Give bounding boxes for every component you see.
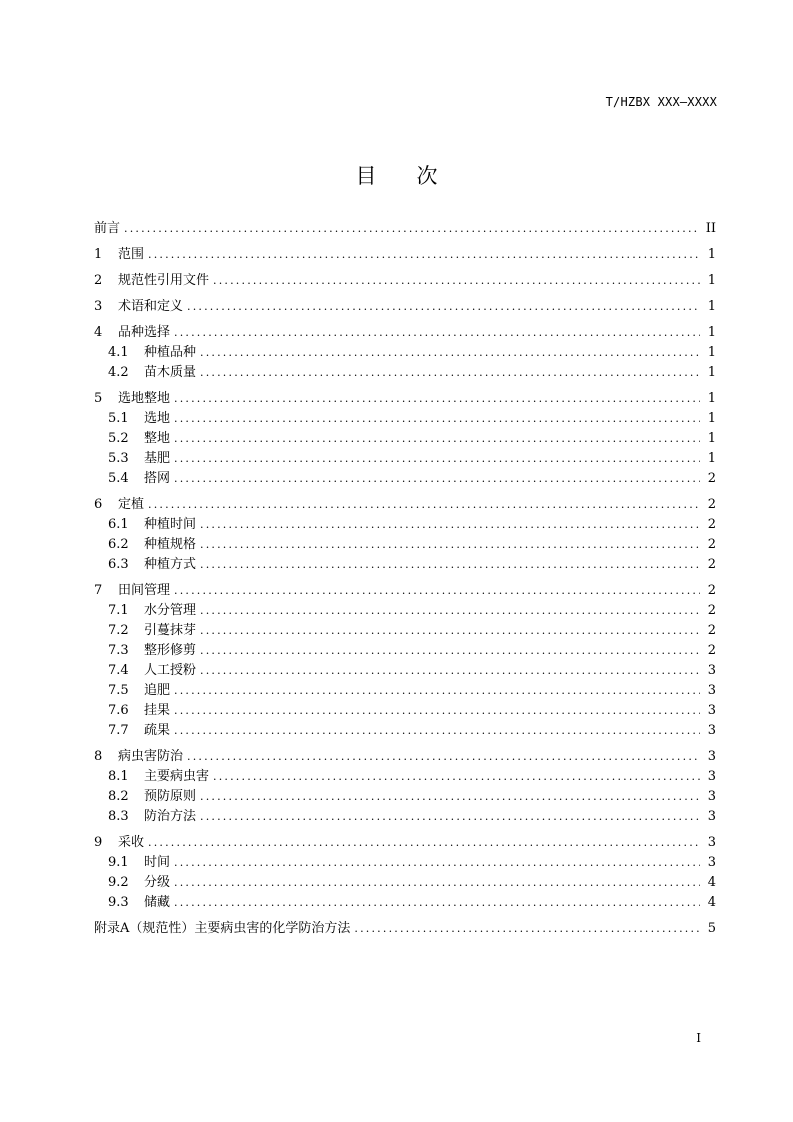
toc-dot-leader (174, 721, 700, 741)
toc-entry-number: 9.3 (108, 895, 129, 910)
toc-entry-label: 时间 (144, 855, 171, 870)
toc-entry-page: 1 (707, 411, 716, 426)
toc-entry-label: 品种选择 (118, 325, 171, 340)
toc-entry-label: 引蔓抹芽 (144, 623, 197, 638)
toc-entry[interactable] (94, 601, 716, 621)
toc-entry[interactable] (94, 495, 716, 515)
toc-entry-number: 5.4 (108, 471, 129, 486)
toc-entry[interactable] (94, 853, 716, 873)
toc-entry[interactable] (94, 469, 716, 489)
toc-dot-leader (200, 601, 700, 621)
toc-entry-number: 9 (94, 835, 103, 850)
toc-entry[interactable] (94, 681, 716, 701)
toc-dot-leader (200, 343, 700, 363)
toc-entry-page: 3 (707, 723, 716, 738)
toc-entry-number: 4.1 (108, 345, 129, 360)
toc-entry-number: 7.6 (108, 703, 129, 718)
toc-entry-number: 5.2 (108, 431, 129, 446)
toc-entry[interactable] (94, 555, 716, 575)
toc-entry-number: 3 (94, 299, 103, 314)
toc-entry-label: 田间管理 (118, 583, 171, 598)
toc-entry-page: 2 (707, 603, 716, 618)
toc-entry-label: 规范性引用文件 (118, 273, 210, 288)
toc-entry-page: 4 (707, 895, 716, 910)
toc-dot-leader (174, 429, 700, 449)
toc-entry-number: 6 (94, 497, 103, 512)
toc-entry[interactable] (94, 219, 716, 239)
toc-entry-label: 基肥 (144, 451, 171, 466)
toc-entry-label: 病虫害防治 (118, 749, 184, 764)
toc-entry-page: 1 (707, 345, 716, 360)
toc-entry-number: 7.5 (108, 683, 129, 698)
toc-entry[interactable] (94, 919, 716, 939)
toc-entry-number: 7 (94, 583, 103, 598)
toc-entry-page: 5 (707, 921, 716, 936)
toc-entry-label: 分级 (144, 875, 171, 890)
toc-entry-page: 2 (707, 643, 716, 658)
toc-entry-number: 8.1 (108, 769, 129, 784)
toc-entry-label: 人工授粉 (144, 663, 197, 678)
toc-dot-leader (200, 807, 700, 827)
toc-entry-number: 5 (94, 391, 103, 406)
toc-entry-page: II (705, 221, 716, 236)
toc-title-left: 目 (355, 164, 377, 188)
toc-entry-page: 1 (707, 247, 716, 262)
toc-entry-number: 6.3 (108, 557, 129, 572)
table-of-contents (94, 219, 716, 939)
toc-title (0, 160, 793, 190)
toc-dot-leader (174, 893, 700, 913)
toc-dot-leader (200, 621, 700, 641)
toc-entry-label: 疏果 (144, 723, 171, 738)
toc-entry-label: 主要病虫害 (144, 769, 210, 784)
toc-dot-leader (174, 409, 700, 429)
toc-entry-page: 2 (707, 623, 716, 638)
toc-entry-number: 4.2 (108, 365, 129, 380)
toc-entry-page: 3 (707, 683, 716, 698)
toc-entry-label: 苗木质量 (144, 365, 197, 380)
toc-entry[interactable] (94, 429, 716, 449)
toc-entry-label: 前言 (94, 221, 121, 236)
toc-entry-number: 7.2 (108, 623, 129, 638)
toc-entry-page: 1 (707, 451, 716, 466)
toc-entry[interactable] (94, 363, 716, 383)
toc-entry[interactable] (94, 449, 716, 469)
toc-entry-page: 3 (707, 663, 716, 678)
toc-dot-leader (213, 271, 700, 291)
toc-entry[interactable] (94, 747, 716, 767)
toc-entry-label: 选地 (144, 411, 171, 426)
toc-entry-label: 储藏 (144, 895, 171, 910)
toc-entry-label: 种植方式 (144, 557, 197, 572)
toc-entry-number: 8.3 (108, 809, 129, 824)
toc-dot-leader (124, 219, 700, 239)
toc-entry[interactable] (94, 721, 716, 741)
toc-dot-leader (174, 701, 700, 721)
toc-entry-page: 2 (707, 557, 716, 572)
document-code: T/HZBX XXX—XXXX (605, 95, 717, 109)
toc-entry-label: 预防原则 (144, 789, 197, 804)
toc-entry[interactable] (94, 245, 716, 265)
toc-entry-number: 9.1 (108, 855, 129, 870)
toc-dot-leader (213, 767, 700, 787)
toc-entry-number: 8.2 (108, 789, 129, 804)
toc-entry-number: 7.4 (108, 663, 129, 678)
toc-dot-leader (148, 833, 700, 853)
toc-dot-leader (187, 747, 700, 767)
toc-entry-label: 搭网 (144, 471, 171, 486)
toc-entry[interactable] (94, 833, 716, 853)
toc-entry-page: 3 (707, 749, 716, 764)
toc-entry-page: 2 (707, 583, 716, 598)
toc-entry[interactable] (94, 767, 716, 787)
toc-entry-label: 防治方法 (144, 809, 197, 824)
toc-entry-label: 挂果 (144, 703, 171, 718)
toc-entry-page: 3 (707, 703, 716, 718)
toc-entry[interactable] (94, 893, 716, 913)
toc-dot-leader (200, 555, 700, 575)
toc-entry-page: 2 (707, 497, 716, 512)
toc-dot-leader (354, 919, 700, 939)
toc-entry[interactable] (94, 641, 716, 661)
toc-entry[interactable] (94, 297, 716, 317)
toc-entry-label: 追肥 (144, 683, 171, 698)
toc-entry-number: 5.3 (108, 451, 129, 466)
toc-entry[interactable] (94, 661, 716, 681)
toc-dot-leader (200, 787, 700, 807)
toc-entry[interactable] (94, 621, 716, 641)
toc-entry[interactable] (94, 581, 716, 601)
toc-entry[interactable] (94, 409, 716, 429)
toc-entry-page: 1 (707, 431, 716, 446)
toc-entry[interactable] (94, 515, 716, 535)
toc-entry-number: 1 (94, 247, 103, 262)
toc-entry[interactable] (94, 271, 716, 291)
toc-entry[interactable] (94, 389, 716, 409)
toc-entry-page: 3 (707, 789, 716, 804)
toc-entry-page: 1 (707, 325, 716, 340)
toc-entry-label: 附录A（规范性）主要病虫害的化学防治方法 (94, 921, 351, 936)
toc-entry-label: 种植品种 (144, 345, 197, 360)
toc-entry-number: 7.3 (108, 643, 129, 658)
toc-dot-leader (174, 853, 700, 873)
toc-entry-number: 7.7 (108, 723, 129, 738)
toc-entry-number: 7.1 (108, 603, 129, 618)
toc-entry-page: 3 (707, 809, 716, 824)
toc-entry-label: 种植规格 (144, 537, 197, 552)
toc-dot-leader (148, 245, 700, 265)
toc-entry-page: 3 (707, 835, 716, 850)
toc-dot-leader (200, 641, 700, 661)
toc-entry-label: 范围 (118, 247, 145, 262)
toc-dot-leader (174, 581, 700, 601)
toc-title-right: 次 (416, 164, 438, 188)
toc-dot-leader (174, 873, 700, 893)
toc-entry-page: 3 (707, 855, 716, 870)
toc-dot-leader (200, 535, 700, 555)
toc-dot-leader (200, 661, 700, 681)
toc-dot-leader (174, 681, 700, 701)
toc-entry-label: 水分管理 (144, 603, 197, 618)
toc-entry-page: 1 (707, 391, 716, 406)
toc-entry-number: 5.1 (108, 411, 129, 426)
toc-entry-page: 2 (707, 537, 716, 552)
toc-dot-leader (174, 323, 700, 343)
toc-dot-leader (200, 363, 700, 383)
toc-entry-number: 8 (94, 749, 103, 764)
toc-entry-page: 1 (707, 299, 716, 314)
toc-dot-leader (187, 297, 700, 317)
toc-entry-label: 整地 (144, 431, 171, 446)
toc-dot-leader (148, 495, 700, 515)
toc-entry-page: 2 (707, 471, 716, 486)
toc-entry[interactable] (94, 701, 716, 721)
toc-entry-label: 选地整地 (118, 391, 171, 406)
toc-entry-number: 4 (94, 325, 103, 340)
toc-entry[interactable] (94, 807, 716, 827)
toc-entry-number: 6.1 (108, 517, 129, 532)
toc-dot-leader (174, 469, 700, 489)
toc-entry-label: 术语和定义 (118, 299, 184, 314)
toc-entry-page: 2 (707, 517, 716, 532)
toc-entry-number: 6.2 (108, 537, 129, 552)
toc-entry[interactable] (94, 323, 716, 343)
toc-dot-leader (174, 449, 700, 469)
toc-entry-label: 种植时间 (144, 517, 197, 532)
toc-entry-page: 4 (707, 875, 716, 890)
toc-entry-number: 2 (94, 273, 103, 288)
toc-entry-label: 整形修剪 (144, 643, 197, 658)
toc-dot-leader (174, 389, 700, 409)
toc-entry-label: 采收 (118, 835, 145, 850)
toc-entry-page: 1 (707, 273, 716, 288)
toc-entry-number: 9.2 (108, 875, 129, 890)
page-number: I (696, 1031, 701, 1045)
toc-entry-page: 3 (707, 769, 716, 784)
toc-entry[interactable] (94, 787, 716, 807)
toc-entry[interactable] (94, 535, 716, 555)
toc-entry-page: 1 (707, 365, 716, 380)
toc-dot-leader (200, 515, 700, 535)
toc-entry[interactable] (94, 873, 716, 893)
toc-entry-label: 定植 (118, 497, 145, 512)
toc-entry[interactable] (94, 343, 716, 363)
